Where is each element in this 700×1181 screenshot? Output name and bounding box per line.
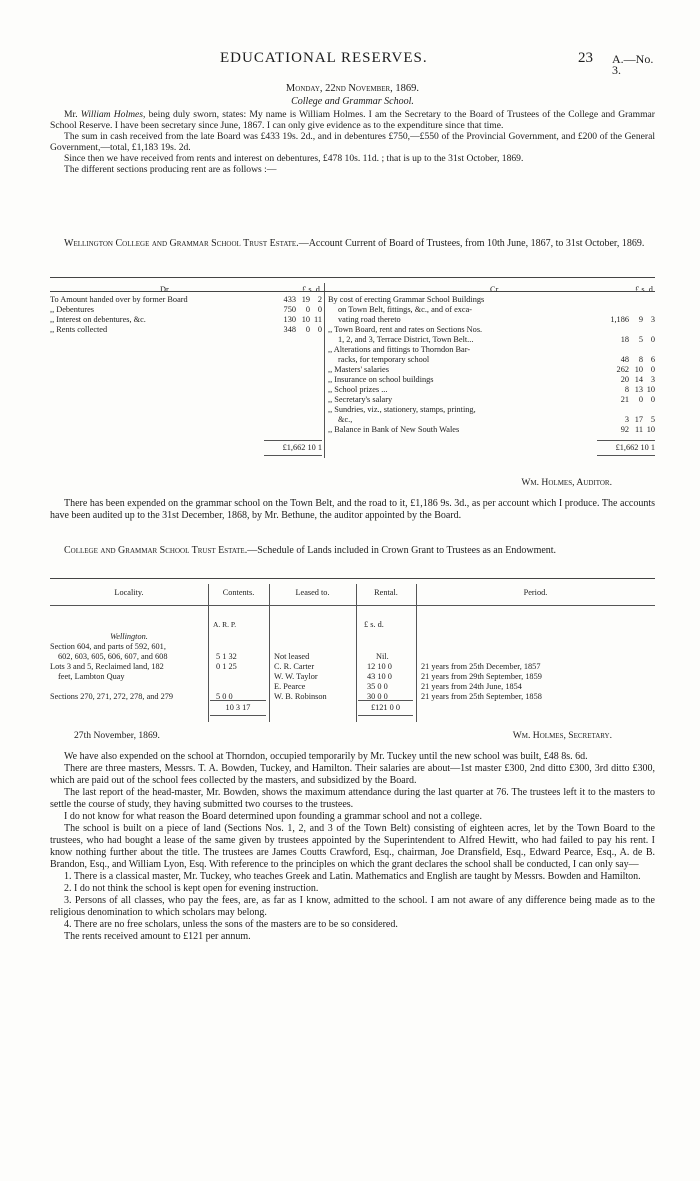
col-header-contents: Contents. <box>222 588 255 597</box>
evidence-opening <box>50 109 655 175</box>
table-row: ,, Masters' salaries 262 10 0 <box>328 365 655 374</box>
table-row: ,, School prizes ... 8 13 10 <box>328 385 655 394</box>
paragraph: The different sections producing rent are as follows :— <box>64 164 277 175</box>
table-row: ,, Sundries, viz., stationery, stamps, printing, <box>328 405 476 414</box>
schedule-rows <box>50 642 655 702</box>
table-row: Section 604, and parts of 592, 601, <box>50 642 166 651</box>
paragraph: 2. I do not think the school is kept open for evening instruction. <box>64 883 319 894</box>
table-row: ,, Debentures 750 0 0 <box>50 305 322 314</box>
table-row: By cost of erecting Grammar School Buildings <box>328 295 485 304</box>
table-row: Sections 270, 271, 272, 278, and 279 5 0 0 W. B. Robinson 30 0 0 21 years from 25th September, 1858 <box>50 692 542 701</box>
schedule-table <box>50 584 655 722</box>
cr-total: £1,662 10 1 <box>597 440 655 456</box>
contents-total: 10 3 17 <box>210 700 266 716</box>
dr-label: Dr. <box>160 285 171 294</box>
table-row: ,, Alterations and fittings to Thorndon Bar- <box>328 345 471 354</box>
paragraph: Since then we have received from rents and interest on debentures, £478 10s. 11d. ; that is up to the 31st October, 1869. <box>64 153 524 164</box>
table-row: Lots 3 and 5, Reclaimed land, 182 0 1 25 C. R. Carter 12 10 0 21 years from 25th December, 1857 <box>50 662 541 671</box>
table-row: E. Pearce 35 0 0 21 years from 24th June, 1854 <box>274 682 522 691</box>
paragraph: The last report of the head-master, Mr. Bowden, shows the maximum attendance during the last quarter at 76. The trustees left it to the masters to settle the course of study, they having submitted two courses to the trustees. <box>50 787 655 810</box>
evidence-body <box>50 751 655 943</box>
contents-units: A. R. P. <box>213 620 237 629</box>
col-header-period: Period. <box>523 588 548 597</box>
table-header-rule <box>50 291 655 292</box>
rental-total: £121 0 0 <box>358 700 413 716</box>
table-row: &c., 3 17 5 <box>338 415 655 424</box>
section-subtitle: College and Grammar School. <box>291 96 414 107</box>
table-row: ,, Rents collected 348 0 0 <box>50 325 322 334</box>
paragraph: We have also expended on the school at Thorndon, occupied temporarily by Mr. Tuckey until the new school was built, £48 8s. 6d. <box>64 751 588 762</box>
table-row: ,, Town Board, rent and rates on Sections Nos. <box>328 325 483 334</box>
rental-units: £ s. d. <box>364 620 384 629</box>
account-heading: Wellington College and Grammar School Trust Estate.—Account Current of Board of Trustees, from 10th June, 1867, to 31st October, 1869. <box>64 238 645 249</box>
paragraph: 3. Persons of all classes, who pay the fees, are, as far as I know, admitted to the school. I am not aware of any difference being made as to the religious denomination to which scholars may belong. <box>50 895 655 918</box>
dr-total: £1,662 10 1 <box>264 440 322 456</box>
running-header <box>50 50 655 77</box>
dr-rows <box>50 295 322 335</box>
cr-label: Cr. <box>490 285 500 294</box>
page-title: EDUCATIONAL RESERVES. <box>220 50 428 66</box>
paper-code: A.—No. 3. <box>612 52 654 77</box>
col-header-locality: Locality. <box>114 588 144 597</box>
secretary-signature: Wm. Holmes, Secretary. <box>512 730 612 741</box>
schedule-top-rule <box>50 578 655 579</box>
table-row: ,, Secretary's salary 21 0 0 <box>328 395 655 404</box>
col-header-leased: Leased to. <box>295 588 330 597</box>
col-header-rental: Rental. <box>374 588 398 597</box>
cr-lsd: £ s. d. <box>635 285 655 294</box>
account-table <box>50 283 655 458</box>
dr-lsd: £ s. d. <box>302 285 322 294</box>
date-line: Monday, 22nd November, 1869. <box>285 83 420 94</box>
paragraph: There are three masters, Messrs. T. A. Bowden, Tuckey, and Hamilton. Their salaries are about—1st master £300, 2nd ditto £300, 3rd ditto £300, which are paid out of the school fees collected by the masters, and subsidized by the Board. <box>50 763 655 786</box>
cr-rows <box>328 295 655 435</box>
table-row: ,, Interest on debentures, &c. 130 10 11 <box>50 315 322 324</box>
table-row: To Amount handed over by former Board 433 19 2 <box>50 295 322 304</box>
header-rule <box>50 605 655 606</box>
table-row: on Town Belt, fittings, &c., and of exca- <box>338 305 473 314</box>
table-row: 602, 603, 605, 606, 607, and 608 5 1 32 Not leased Nil. <box>58 652 389 661</box>
paragraph: The rents received amount to £121 per annum. <box>64 931 251 942</box>
evidence-paragraph: There has been expended on the grammar school on the Town Belt, and the road to it, £1,186 9s. 3d., as per account which I produce. The accounts have been audited up to the 31st December, 1868, by Mr. Bethune, the auditor appointed by the Board. <box>50 498 655 521</box>
column-divider <box>324 283 325 458</box>
paragraph: The school is built on a piece of land (Sections Nos. 1, 2, and 3 of the Town Belt) consisting of eighteen acres, let by the Town Board to the trustees, who had bought a lease of the same given by trustees appointed by the Superintendent to Alfred Hewitt, who had failed to pay his rent. I know nothing further about the title. The trustees are James Coutts Crawford, Esq., chairman, Joe Dransfield, Esq., Edward Pearce, Esq., A. de B. Brandon, Esq., and William Lyon, Esq. With reference to the principles on which the grant declares the school shall be conducted, I can only say— <box>50 823 655 870</box>
table-row: vating road thereto 1,186 9 3 <box>338 315 655 324</box>
table-row: racks, for temporary school 48 8 6 <box>338 355 655 364</box>
paragraph: Mr. William Holmes, being duly sworn, states: My name is William Holmes. I am the Secretary to the Board of Trustees of the College and Grammar School Reserve. I have been secretary since June, 1867. I can only give evidence as to the expenditure since that time. <box>50 109 655 131</box>
sign-date: 27th November, 1869. <box>74 730 160 741</box>
table-row: 1, 2, and 3, Terrace District, Town Belt... 18 5 0 <box>338 335 655 344</box>
auditor-signature: Wm. Holmes, Auditor. <box>521 477 612 488</box>
table-row: ,, Balance in Bank of New South Wales 92 11 10 <box>328 425 655 434</box>
paragraph: 4. There are no free scholars, unless the sons of the masters are to be so considered. <box>64 919 398 930</box>
place-name: Wellington. <box>110 632 148 641</box>
witness-name: William Holmes, <box>80 109 146 120</box>
table-row: feet, Lambton Quay W. W. Taylor 43 10 0 21 years from 29th September, 1859 <box>58 672 542 681</box>
paragraph: I do not know for what reason the Board determined upon founding a grammar school and not a college. <box>64 811 482 822</box>
paragraph: The sum in cash received from the late Board was £433 19s. 2d., and in debentures £750,—£550 of the Provincial Government, and £200 of the General Government,—total, £1,183 19s. 2d. <box>50 131 655 153</box>
table-row: ,, Insurance on school buildings 20 14 3 <box>328 375 655 384</box>
page-number: 23 <box>578 50 593 66</box>
paragraph: 1. There is a classical master, Mr. Tuckey, who teaches Greek and Latin. Mathematics and English are taught by Messrs. Bowden and Hamilton. <box>64 871 641 882</box>
table-top-rule <box>50 277 655 278</box>
schedule-heading: College and Grammar School Trust Estate.—Schedule of Lands included in Crown Grant to Trustees as an Endowment. <box>64 545 557 556</box>
